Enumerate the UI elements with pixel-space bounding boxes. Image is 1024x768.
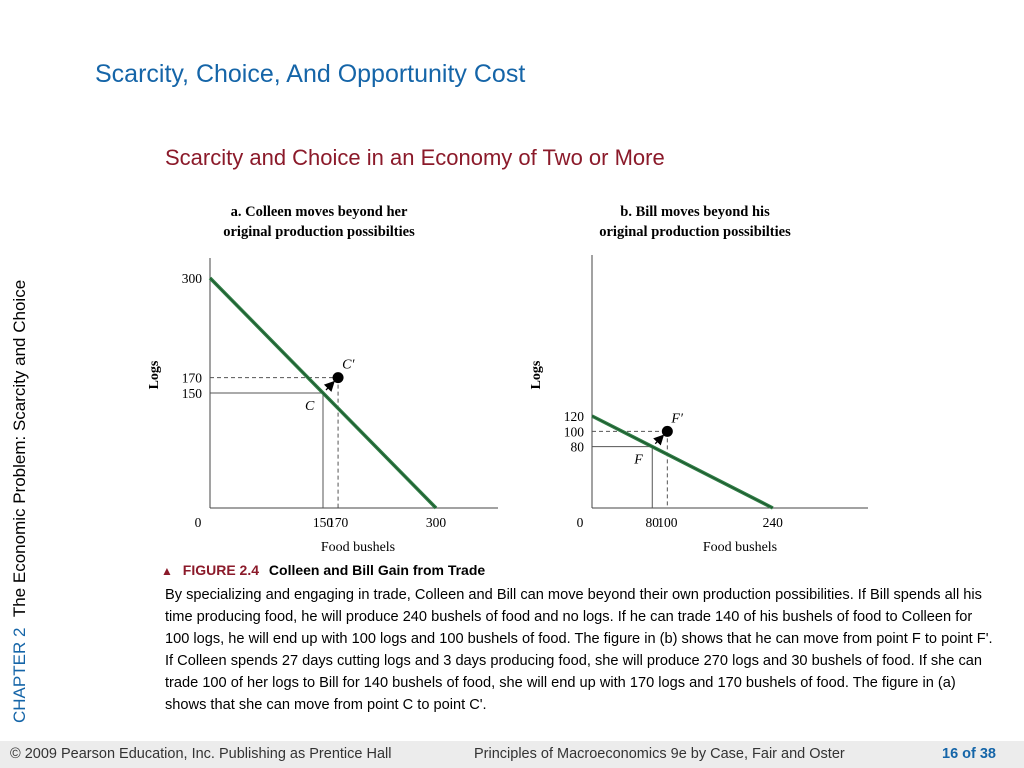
figure-caption bbox=[161, 562, 485, 578]
y-tick-label: 150 bbox=[181, 386, 202, 401]
chart-title-line: original production possibilties bbox=[223, 224, 415, 240]
x-tick-label: 150 bbox=[312, 515, 334, 530]
figure-title: Colleen and Bill Gain from Trade bbox=[268, 562, 486, 578]
x-tick-label: 300 bbox=[425, 515, 447, 530]
new-point-label: C′ bbox=[342, 357, 355, 373]
x-axis-label: Food bushels bbox=[320, 540, 396, 555]
y-tick-label: 170 bbox=[181, 370, 202, 386]
point-label: C bbox=[305, 399, 315, 414]
chapter-title: The Economic Problem: Scarcity and Choice bbox=[10, 279, 29, 618]
y-tick-label: 300 bbox=[181, 271, 202, 286]
page-number: 16 of 38 bbox=[942, 746, 996, 762]
x-tick-label: 80 bbox=[645, 515, 660, 530]
x-tick-label: 0 bbox=[576, 515, 584, 530]
footer-book-title: Principles of Macroeconomics 9e by Case, Fair and Oster bbox=[474, 746, 845, 762]
figure-number: FIGURE 2.4 bbox=[182, 562, 260, 578]
trade-arrow bbox=[655, 436, 662, 443]
ppf-line-core bbox=[592, 416, 773, 508]
x-axis-label: Food bushels bbox=[702, 540, 778, 555]
trade-arrow bbox=[326, 383, 333, 390]
x-tick-label: 170 bbox=[327, 515, 349, 530]
footer-copyright: © 2009 Pearson Education, Inc. Publishing as Prentice Hall bbox=[10, 746, 392, 762]
x-tick-label: 0 bbox=[194, 515, 202, 530]
chart-colleen bbox=[147, 204, 498, 555]
y-tick-label: 80 bbox=[570, 439, 584, 455]
new-point-marker bbox=[662, 426, 673, 437]
new-point-label: F′ bbox=[671, 411, 683, 427]
slide-subtitle: Scarcity and Choice in an Economy of Two or More bbox=[165, 145, 665, 170]
slide-title: Scarcity, Choice, And Opportunity Cost bbox=[95, 60, 526, 88]
description-paragraph-colleen: If Colleen spends 27 days cutting logs and 3 days producing food, she will produce 270 logs and 30 bushels of food. If she can trade 100 of her logs to Bill for 140 bushels of food, she will end up with 170 logs and 170 bushels of food. The figure in (a) shows that she can move from point C to point C'. bbox=[165, 653, 982, 713]
figure-description bbox=[165, 584, 993, 716]
triangle-icon: ▲ bbox=[161, 564, 173, 578]
chapter-number: CHAPTER 2 bbox=[10, 627, 29, 723]
y-tick-label: 120 bbox=[563, 409, 584, 424]
x-tick-label: 240 bbox=[762, 515, 783, 530]
description-paragraph-bill: By specializing and engaging in trade, Colleen and Bill can move beyond their own production possibilities. If Bill spends all his time producing food, he will produce 240 bushels of food and no logs. If he can trade 140 of his bushels of food to Colleen for 100 logs, he will end up with 100 logs and 100 bushels of food. The figure in (b) shows that he can move from point F to point F'. bbox=[165, 587, 993, 647]
y-axis-label: Logs bbox=[529, 360, 544, 390]
chart-title-line: original production possibilties bbox=[599, 224, 791, 240]
chart-bill bbox=[529, 204, 868, 555]
chart-title-line: b. Bill moves beyond his bbox=[620, 204, 770, 220]
y-axis-label: Logs bbox=[147, 360, 162, 390]
point-label: F bbox=[634, 452, 643, 468]
y-tick-label: 100 bbox=[563, 424, 584, 440]
new-point-marker bbox=[333, 372, 344, 383]
x-tick-label: 100 bbox=[657, 515, 678, 530]
chart-title-line: a. Colleen moves beyond her bbox=[230, 204, 408, 220]
